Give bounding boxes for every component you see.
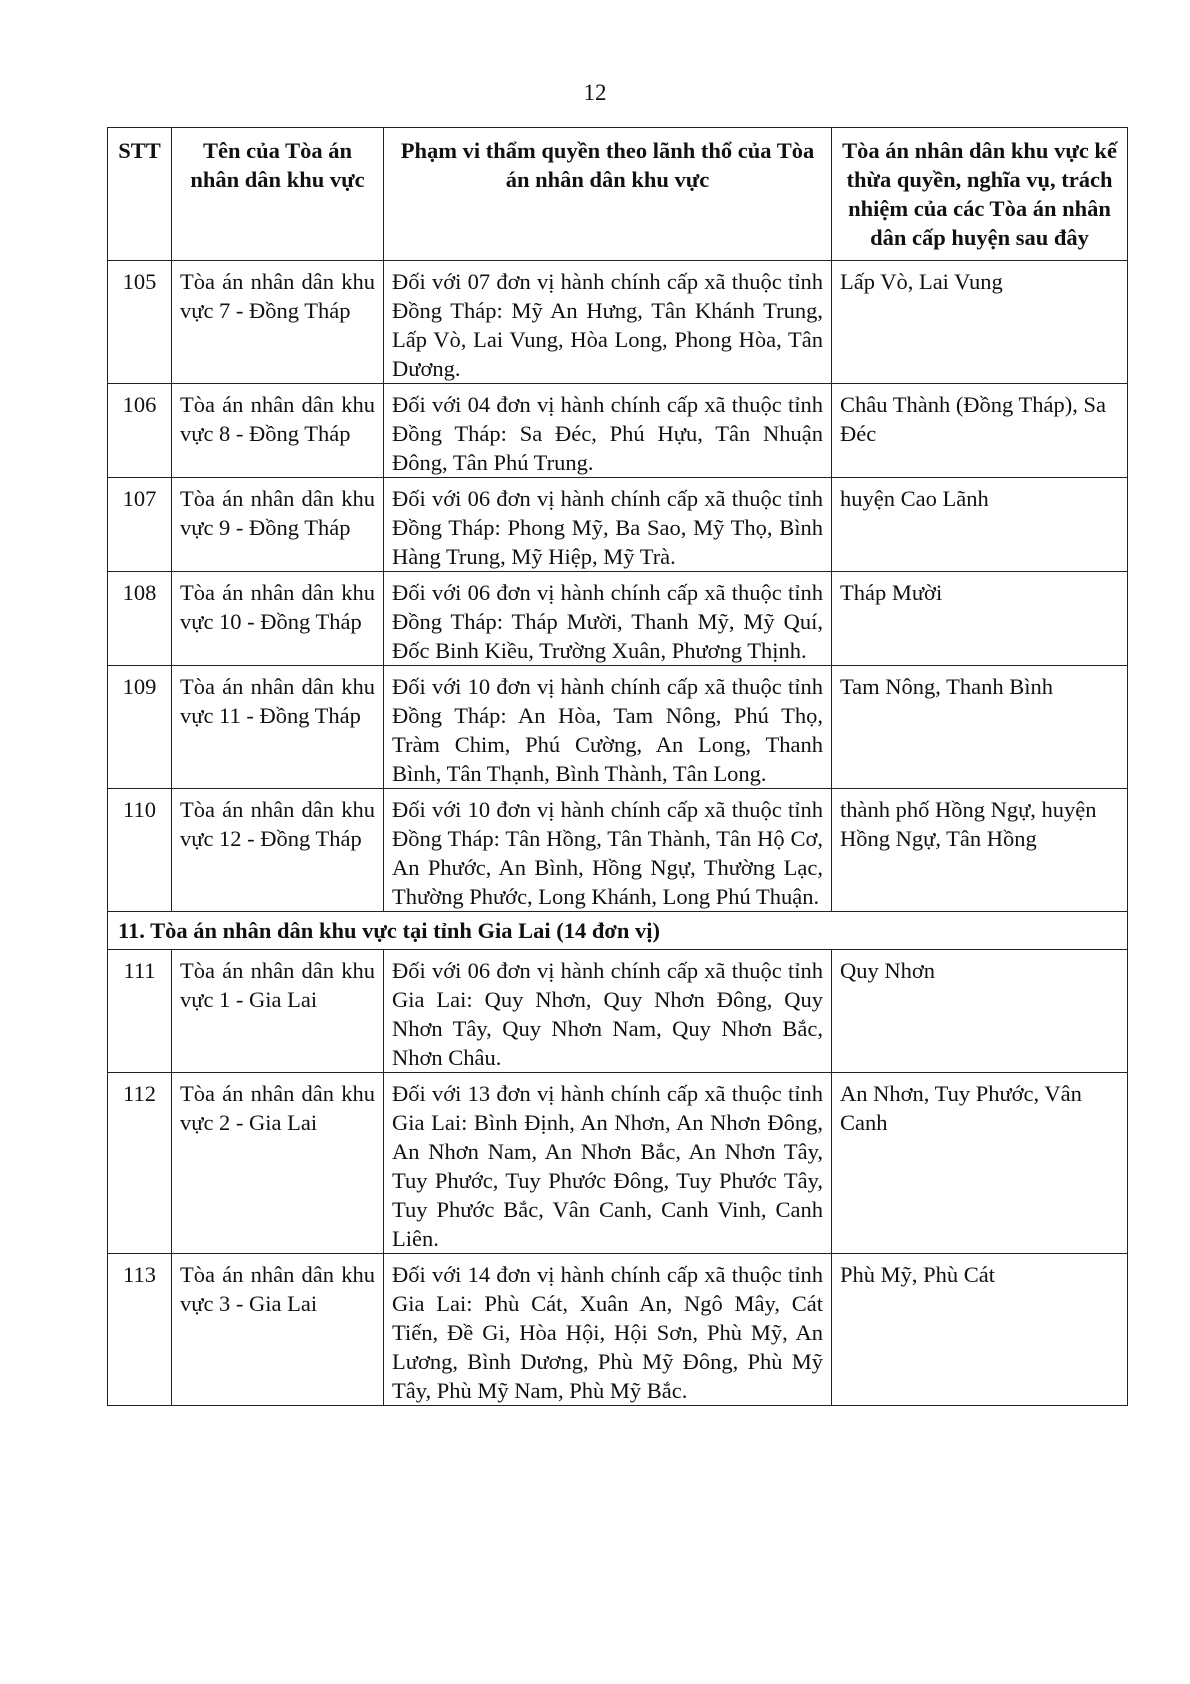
row-successor: Phù Mỹ, Phù Cát (832, 1254, 1128, 1406)
row-court-name: Tòa án nhân dân khu vực 12 - Đồng Tháp (172, 789, 384, 912)
row-scope: Đối với 10 đơn vị hành chính cấp xã thuộc tỉnh Đồng Tháp: An Hòa, Tam Nông, Phú Thọ, Tràm Chim, Phú Cường, An Long, Thanh Bình, Tân Thạnh, Bình Thành, Tân Long. (384, 666, 832, 789)
row-stt: 113 (108, 1254, 172, 1406)
table-row (108, 1073, 1128, 1254)
row-court-name: Tòa án nhân dân khu vực 2 - Gia Lai (172, 1073, 384, 1254)
section-title: 11. Tòa án nhân dân khu vực tại tỉnh Gia Lai (14 đơn vị) (108, 912, 1128, 950)
row-scope: Đối với 06 đơn vị hành chính cấp xã thuộc tỉnh Đồng Tháp: Phong Mỹ, Ba Sao, Mỹ Thọ, Bình Hàng Trung, Mỹ Hiệp, Mỹ Trà. (384, 478, 832, 572)
row-successor: Tam Nông, Thanh Bình (832, 666, 1128, 789)
row-scope: Đối với 14 đơn vị hành chính cấp xã thuộc tỉnh Gia Lai: Phù Cát, Xuân An, Ngô Mây, Cát Tiến, Đề Gi, Hòa Hội, Hội Sơn, Phù Mỹ, An Lương, Bình Dương, Phù Mỹ Đông, Phù Mỹ Tây, Phù Mỹ Nam, Phù Mỹ Bắc. (384, 1254, 832, 1406)
row-successor: Lấp Vò, Lai Vung (832, 261, 1128, 384)
row-stt: 107 (108, 478, 172, 572)
table-row (108, 478, 1128, 572)
header-successor-courts: Tòa án nhân dân khu vực kế thừa quyền, nghĩa vụ, trách nhiệm của các Tòa án nhân dân cấp huyện sau đây (832, 128, 1128, 261)
table-header-row (108, 128, 1128, 261)
row-successor: Tháp Mười (832, 572, 1128, 666)
row-scope: Đối với 07 đơn vị hành chính cấp xã thuộc tỉnh Đồng Tháp: Mỹ An Hưng, Tân Khánh Trung, Lấp Vò, Lai Vung, Hòa Long, Phong Hòa, Tân Dương. (384, 261, 832, 384)
row-stt: 110 (108, 789, 172, 912)
row-scope: Đối với 06 đơn vị hành chính cấp xã thuộc tỉnh Gia Lai: Quy Nhơn, Quy Nhơn Đông, Quy Nhơn Tây, Quy Nhơn Nam, Quy Nhơn Bắc, Nhơn Châu. (384, 950, 832, 1073)
row-stt: 106 (108, 384, 172, 478)
row-successor: Châu Thành (Đồng Tháp), Sa Đéc (832, 384, 1128, 478)
table-row (108, 572, 1128, 666)
table-row (108, 950, 1128, 1073)
row-court-name: Tòa án nhân dân khu vực 1 - Gia Lai (172, 950, 384, 1073)
row-court-name: Tòa án nhân dân khu vực 8 - Đồng Tháp (172, 384, 384, 478)
table-row (108, 666, 1128, 789)
row-stt: 108 (108, 572, 172, 666)
row-scope: Đối với 04 đơn vị hành chính cấp xã thuộc tỉnh Đồng Tháp: Sa Đéc, Phú Hựu, Tân Nhuận Đông, Tân Phú Trung. (384, 384, 832, 478)
row-stt: 112 (108, 1073, 172, 1254)
table-row (108, 261, 1128, 384)
row-court-name: Tòa án nhân dân khu vực 7 - Đồng Tháp (172, 261, 384, 384)
header-jurisdiction-scope: Phạm vi thẩm quyền theo lãnh thổ của Tòa án nhân dân khu vực (384, 128, 832, 261)
page-number: 12 (583, 80, 607, 105)
row-court-name: Tòa án nhân dân khu vực 3 - Gia Lai (172, 1254, 384, 1406)
table-row (108, 789, 1128, 912)
row-stt: 111 (108, 950, 172, 1073)
table-row (108, 1254, 1128, 1406)
row-court-name: Tòa án nhân dân khu vực 11 - Đồng Tháp (172, 666, 384, 789)
row-scope: Đối với 10 đơn vị hành chính cấp xã thuộc tỉnh Đồng Tháp: Tân Hồng, Tân Thành, Tân Hộ Cơ, An Phước, An Bình, Hồng Ngự, Thường Lạc, Thường Phước, Long Khánh, Long Phú Thuận. (384, 789, 832, 912)
row-successor: huyện Cao Lãnh (832, 478, 1128, 572)
row-stt: 105 (108, 261, 172, 384)
row-scope: Đối với 06 đơn vị hành chính cấp xã thuộc tỉnh Đồng Tháp: Tháp Mười, Thanh Mỹ, Mỹ Quí, Đốc Binh Kiều, Trường Xuân, Phương Thịnh. (384, 572, 832, 666)
row-scope: Đối với 13 đơn vị hành chính cấp xã thuộc tỉnh Gia Lai: Bình Định, An Nhơn, An Nhơn Đông, An Nhơn Nam, An Nhơn Bắc, An Nhơn Tây, Tuy Phước, Tuy Phước Đông, Tuy Phước Tây, Tuy Phước Bắc, Vân Canh, Canh Vinh, Canh Liên. (384, 1073, 832, 1254)
table-row (108, 384, 1128, 478)
row-successor: thành phố Hồng Ngự, huyện Hồng Ngự, Tân Hồng (832, 789, 1128, 912)
court-jurisdiction-table (107, 127, 1128, 1406)
row-stt: 109 (108, 666, 172, 789)
row-successor: An Nhơn, Tuy Phước, Vân Canh (832, 1073, 1128, 1254)
table-body (108, 261, 1128, 1406)
row-court-name: Tòa án nhân dân khu vực 10 - Đồng Tháp (172, 572, 384, 666)
row-successor: Quy Nhơn (832, 950, 1128, 1073)
section-heading-row (108, 912, 1128, 950)
row-court-name: Tòa án nhân dân khu vực 9 - Đồng Tháp (172, 478, 384, 572)
header-court-name: Tên của Tòa án nhân dân khu vực (172, 128, 384, 261)
header-stt: STT (108, 128, 172, 261)
